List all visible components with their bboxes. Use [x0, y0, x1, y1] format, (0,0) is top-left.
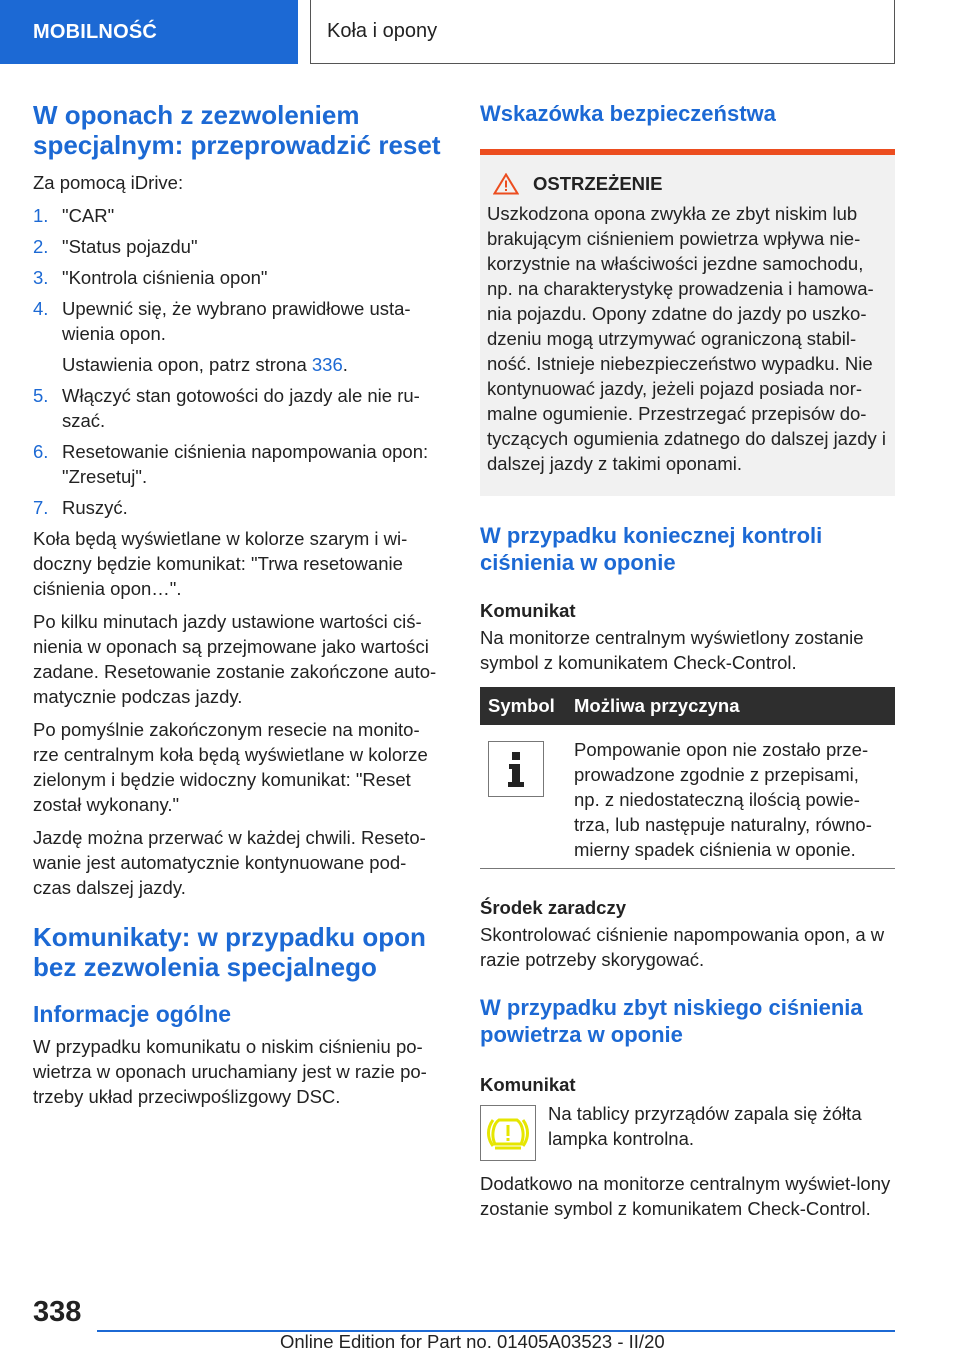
list-item — [33, 203, 443, 228]
remedy-label: Środek zaradczy — [480, 897, 627, 918]
lamp-text: Na tablicy przyrządów zapala się żółta lampka kontrolna. — [548, 1103, 862, 1149]
general-info-heading: Informacje ogólne — [33, 1001, 232, 1027]
step-text: "CAR" — [62, 205, 115, 226]
list-item — [33, 495, 443, 520]
list-item — [33, 383, 443, 433]
steps-list — [33, 203, 443, 520]
safety-heading: Wskazówka bezpieczeństwa — [480, 101, 776, 126]
paragraph: Po pomyślnie zakończonym resecie na monito-rze centralnym koła będą wyświetlane w kolorze zielonym i będzie widoczny komunikat: "Reset został wykonany." — [33, 719, 428, 815]
cause-cell: Pompowanie opon nie zostało prze-prowadzone zgodnie z przepisami, np. z niedostateczną ilością powie-trza, lub następuje naturalny, równo-mierny spadek ciśnienia w oponie. — [566, 725, 895, 869]
message-text: Na monitorze centralnym wyświetlony zostanie symbol z komunikatem Check-Control. — [480, 627, 864, 673]
paragraph: Jazdę można przerwać w każdej chwili. Reseto-wanie jest automatycznie kontynuowane pod-czas dalszej jazdy. — [33, 827, 426, 898]
right-column — [480, 100, 895, 1229]
section-tab: MOBILNOŚĆ — [0, 0, 298, 64]
pressure-check-heading: W przypadku koniecznej kontroli ciśnienia w oponie — [480, 523, 823, 575]
step-text: Resetowanie ciśnienia napompowania opon: "Zresetuj". — [62, 441, 429, 487]
step-number: 7. — [33, 497, 49, 518]
subnote-text: Ustawienia opon, patrz strona — [62, 354, 312, 375]
extra-text: Dodatkowo na monitorze centralnym wyświet-lony zostanie symbol z komunikatem Check-Control. — [480, 1173, 891, 1219]
step-number: 4. — [33, 298, 49, 319]
remedy-text: Skontrolować ciśnienie napompowania opon, a w razie potrzeby skorygować. — [480, 924, 885, 970]
message-label: Komunikat — [480, 600, 576, 621]
warning-label: OSTRZEŻENIE — [533, 173, 663, 194]
step-number: 2. — [33, 236, 49, 257]
reset-heading: W oponach z zezwoleniem specjalnym: przeprowadzić reset — [33, 100, 441, 160]
table-header — [480, 687, 895, 725]
low-pressure-heading: W przypadku zbyt niskiego ciśnienia powietrza w oponie — [480, 995, 863, 1047]
list-item — [33, 296, 443, 377]
step-text: Ruszyć. — [62, 497, 128, 518]
page-number: 338 — [33, 1296, 82, 1328]
paragraph: Koła będą wyświetlane w kolorze szarym i wi-doczny będzie komunikat: "Trwa resetowanie ciśnienia opon…". — [33, 528, 408, 599]
step-number: 3. — [33, 267, 49, 288]
step-text: Upewnić się, że wybrano prawidłowe usta-wienia opon. — [62, 298, 411, 344]
intro-text: Za pomocą iDrive: — [33, 172, 184, 193]
warning-triangle-icon — [493, 173, 519, 195]
warning-text: Uszkodzona opona zwykła ze zbyt niskim lub brakującym ciśnieniem powietrza wpływa nie-korzystnie na właściwości jezdne samochodu, np. na charakterystykę prowadzenia i hamowa-nia pojazdu. Opony zdatne do jazdy po uszko-dzeniu mogą utrzymywać ograniczoną stabil-ność. Istnieje niebezpieczeństwo wypadku. Nie kontynuować jazdy, jeżeli pojazd posiada nor-malne ogumienie. Przestrzegać przepisów do-tyczących ogumienia zdatnego do dalszej jazdy i dalszej jazdy z takimi oponami. — [487, 203, 887, 474]
warning-box — [480, 155, 895, 496]
lamp-message — [480, 1101, 895, 1161]
chapter-title: Koła i opony — [310, 0, 895, 64]
step-text: "Kontrola ciśnienia opon" — [62, 267, 268, 288]
message-label: Komunikat — [480, 1074, 576, 1095]
paragraph: Po kilku minutach jazdy ustawione wartości ciś-nienia w oponach są przejmowane jako wartości zadane. Resetowanie zostanie zakończone auto-matycznie podczas jazdy. — [33, 611, 437, 707]
info-icon — [488, 741, 544, 797]
page-link[interactable]: 336 — [311, 354, 343, 375]
list-item — [33, 439, 443, 489]
tyre-pressure-warning-icon — [480, 1105, 536, 1161]
symbol-column-header: Symbol — [480, 687, 566, 725]
edition-text: Online Edition for Part no. 01405A03523 - II/20 — [280, 1331, 665, 1352]
subnote-suffix: . — [342, 354, 348, 375]
warning-title — [487, 173, 887, 195]
step-number: 6. — [33, 441, 49, 462]
step-number: 1. — [33, 205, 49, 226]
step-subnote — [62, 352, 443, 377]
left-column — [33, 100, 443, 1117]
paragraph: W przypadku komunikatu o niskim ciśnieniu po-wietrza w oponach uruchamiany jest w razie po-trzeby układ przeciwpoślizgowy DSC. — [33, 1036, 427, 1107]
symbol-cell — [480, 725, 566, 869]
cause-column-header: Możliwa przyczyna — [566, 687, 895, 725]
step-text: "Status pojazdu" — [62, 236, 198, 257]
step-number: 5. — [33, 385, 49, 406]
list-item — [33, 265, 443, 290]
messages-heading: Komunikaty: w przypadku opon bez zezwolenia specjalnego — [33, 922, 426, 982]
table-row — [480, 725, 895, 869]
step-text: Włączyć stan gotowości do jazdy ale nie ru-szać. — [62, 385, 420, 431]
symbol-table — [480, 687, 895, 869]
list-item — [33, 234, 443, 259]
